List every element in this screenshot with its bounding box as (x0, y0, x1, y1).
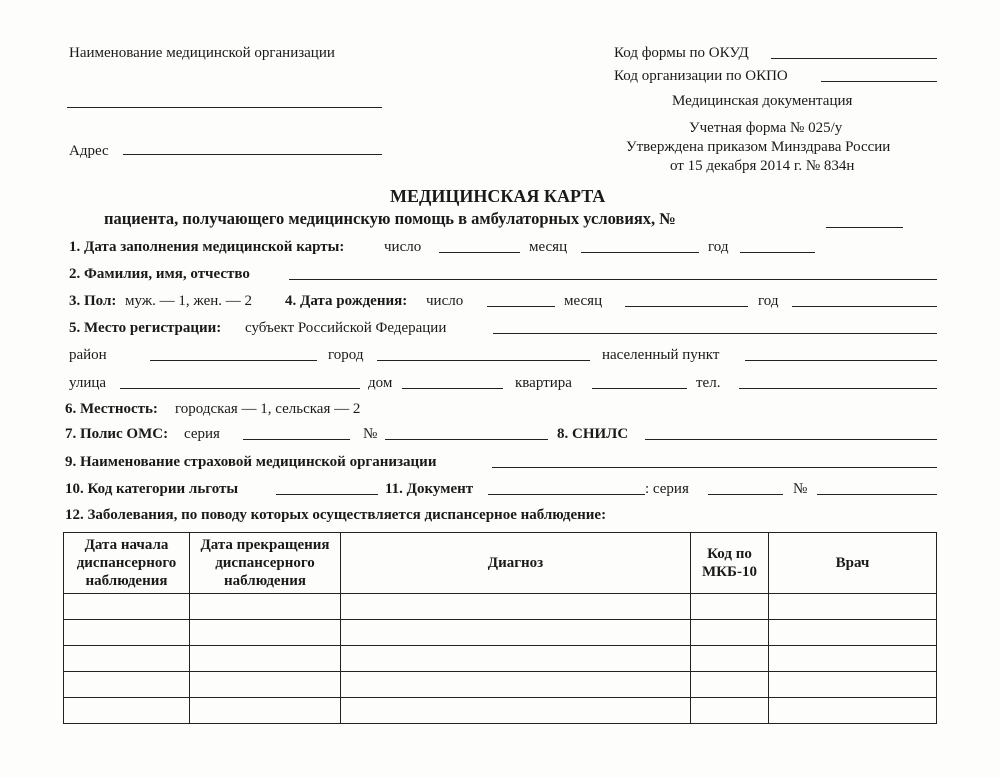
approved-date: от 15 декабря 2014 г. № 834н (670, 158, 855, 174)
district-label: район (69, 347, 107, 363)
table-cell[interactable] (190, 620, 341, 646)
table-cell[interactable] (341, 594, 691, 620)
house-input[interactable] (402, 388, 503, 389)
okpo-input-line[interactable] (821, 81, 937, 82)
field-1-label: 1. Дата заполнения медицинской карты: (69, 239, 345, 255)
field-5-label: 5. Место регистрации: (69, 320, 222, 336)
table-cell[interactable] (769, 698, 937, 724)
table-cell[interactable] (190, 646, 341, 672)
city-input[interactable] (377, 360, 590, 361)
birth-month-input[interactable] (625, 306, 748, 307)
table-cell[interactable] (64, 646, 190, 672)
col-doctor: Врач (769, 533, 937, 594)
field-1-day-label: число (384, 239, 422, 255)
table-cell[interactable] (769, 646, 937, 672)
phone-label: тел. (696, 375, 721, 391)
org-name-input-line[interactable] (67, 107, 382, 108)
apartment-label: квартира (515, 375, 572, 391)
field-3-label: 3. Пол: (69, 293, 117, 309)
table-cell[interactable] (341, 672, 691, 698)
phone-input[interactable] (739, 388, 937, 389)
policy-series-input[interactable] (243, 439, 350, 440)
street-input[interactable] (120, 388, 360, 389)
field-4-month-label: месяц (564, 293, 603, 309)
field-9-label: 9. Наименование страховой медицинской организации (65, 454, 437, 470)
city-label: город (328, 347, 364, 363)
table-row (64, 594, 937, 620)
benefit-code-input[interactable] (276, 494, 378, 495)
table-cell[interactable] (691, 698, 769, 724)
col-end-date: Дата прекращения диспансерного наблюдения (190, 533, 341, 594)
policy-number-input[interactable] (385, 439, 548, 440)
fill-day-input[interactable] (439, 252, 520, 253)
document-input[interactable] (488, 494, 645, 495)
field-6-options: городская — 1, сельская — 2 (175, 401, 361, 417)
table-cell[interactable] (64, 672, 190, 698)
table-row (64, 672, 937, 698)
table-cell[interactable] (769, 594, 937, 620)
page-title: МЕДИЦИНСКАЯ КАРТА (390, 186, 606, 206)
dispensary-table (63, 532, 937, 724)
field-5-subject-label: субъект Российской Федерации (245, 320, 447, 336)
insurer-input[interactable] (492, 467, 937, 468)
card-number-input-line[interactable] (826, 227, 903, 228)
col-diagnosis: Диагноз (341, 533, 691, 594)
settlement-label: населенный пункт (602, 347, 720, 363)
form-number: Учетная форма № 025/у (689, 120, 843, 136)
snils-input[interactable] (645, 439, 937, 440)
district-input[interactable] (150, 360, 317, 361)
field-10-label: 10. Код категории льготы (65, 481, 239, 497)
table-cell[interactable] (769, 620, 937, 646)
okpo-label: Код организации по ОКПО (614, 68, 788, 84)
field-3-options: муж. — 1, жен. — 2 (125, 293, 253, 309)
birth-year-input[interactable] (792, 306, 937, 307)
table-row (64, 698, 937, 724)
document-series-input[interactable] (708, 494, 783, 495)
table-cell[interactable] (190, 672, 341, 698)
col-start-date: Дата начала диспансерного наблюдения (64, 533, 190, 594)
table-header-row (64, 533, 937, 594)
full-name-input[interactable] (289, 279, 937, 280)
page-subtitle: пациента, получающего медицинскую помощь в амбулаторных условиях, № (104, 209, 676, 228)
apartment-input[interactable] (592, 388, 687, 389)
policy-number-sign: № (363, 426, 378, 442)
table-cell[interactable] (691, 594, 769, 620)
table-cell[interactable] (691, 672, 769, 698)
street-label: улица (69, 375, 107, 391)
table-cell[interactable] (64, 594, 190, 620)
policy-series-label: серия (184, 426, 220, 442)
approved-by: Утверждена приказом Минздрава России (626, 139, 891, 155)
table-row (64, 620, 937, 646)
birth-day-input[interactable] (487, 306, 555, 307)
table-cell[interactable] (190, 594, 341, 620)
field-1-year-label: год (708, 239, 729, 255)
col-icd-code: Код по МКБ-10 (691, 533, 769, 594)
table-cell[interactable] (691, 646, 769, 672)
table-cell[interactable] (341, 698, 691, 724)
field-7-label: 7. Полис ОМС: (65, 426, 169, 442)
document-series-label: : серия (645, 481, 689, 497)
okud-input-line[interactable] (771, 58, 937, 59)
address-label: Адрес (69, 143, 109, 159)
table-cell[interactable] (769, 672, 937, 698)
field-12-label: 12. Заболевания, по поводу которых осуществляется диспансерное наблюдение: (65, 507, 607, 523)
field-4-year-label: год (758, 293, 779, 309)
org-name-label: Наименование медицинской организации (69, 45, 335, 61)
fill-month-input[interactable] (581, 252, 699, 253)
field-4-label: 4. Дата рождения: (285, 293, 408, 309)
settlement-input[interactable] (745, 360, 937, 361)
table-cell[interactable] (691, 620, 769, 646)
field-4-day-label: число (426, 293, 464, 309)
table-cell[interactable] (64, 620, 190, 646)
field-1-month-label: месяц (529, 239, 568, 255)
house-label: дом (368, 375, 393, 391)
table-cell[interactable] (341, 646, 691, 672)
okud-label: Код формы по ОКУД (614, 45, 749, 61)
table-cell[interactable] (64, 698, 190, 724)
field-11-label: 11. Документ (385, 481, 474, 497)
table-cell[interactable] (341, 620, 691, 646)
table-cell[interactable] (190, 698, 341, 724)
doc-type: Медицинская документация (672, 93, 853, 109)
subject-input[interactable] (493, 333, 937, 334)
field-6-label: 6. Местность: (65, 401, 158, 417)
document-number-input[interactable] (817, 494, 937, 495)
field-8-label: 8. СНИЛС (557, 426, 629, 442)
table-row (64, 646, 937, 672)
fill-year-input[interactable] (740, 252, 815, 253)
address-input-line[interactable] (123, 154, 382, 155)
field-2-label: 2. Фамилия, имя, отчество (69, 266, 250, 282)
document-number-sign: № (793, 481, 808, 497)
